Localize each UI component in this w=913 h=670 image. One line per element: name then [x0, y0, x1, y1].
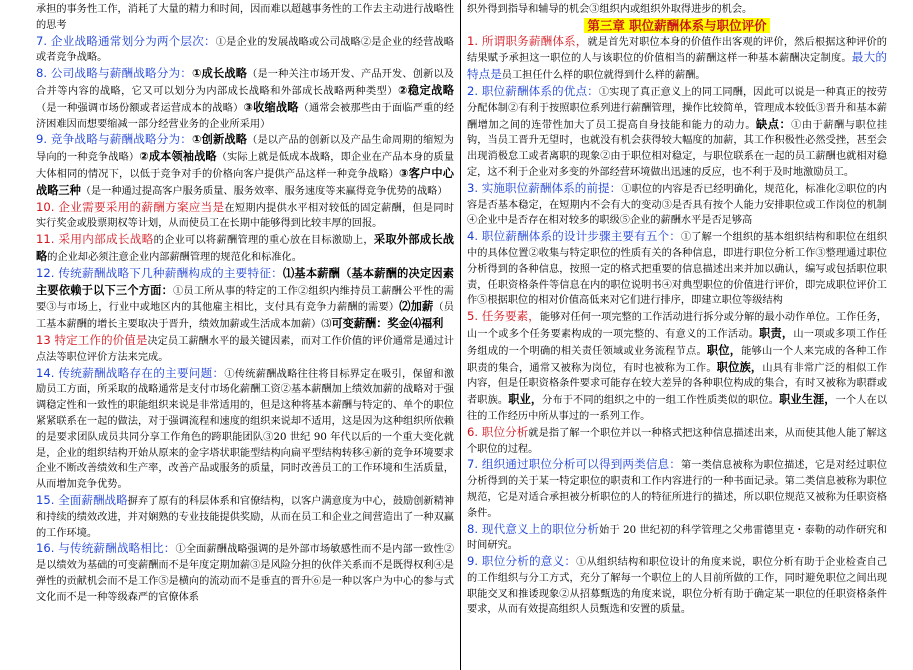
paragraph-r2: 2. 职位薪酬体系的优点：①实现了真正意义上的同工同酬，因此可以说是一种真正的按劳分配体制②有利于按照职位系列进行薪酬管理，操作比较简单，管理成本较低③晋升和基本薪酬增加之间的连带性加大了员工提高自身技能和能力的动力。缺点：①由于薪酬与职位挂钩，当员工晋升无望时，也就没有机会获得较大幅度的加薪，其工作积极性必然受挫，甚至会出现消极怠工或者离职的现象②由于职位相对稳定，与职位联系在一起的员工薪酬也就相对稳定，这不利于企业对多变的外部经营环境做出迅速的反应，也不利于及时地激励员工。	[467, 83, 887, 178]
paragraph-7: 7. 企业战略通常划分为两个层次：①是企业的发展战略或公司战略②是企业的经营战略或者竞争战略。	[36, 33, 454, 64]
heading-r5: 5. 任务要素，	[467, 309, 540, 324]
heading-14: 14. 传统薪酬战略存在的主要问题：	[36, 365, 225, 380]
heading-r8: 8. 现代意义上的职位分析	[467, 521, 600, 536]
right-column	[467, 2, 887, 670]
paragraph-r4: 4. 职位薪酬体系的设计步骤主要有五个：①了解一个组织的基本组织结构和职位在组织中的具体位置②收集与特定职位的性质有关的各种信息，即进行职位分析工作③整理通过职位分析得到的各种信息，按照一定的格式把重要的信息描述出来并加以确认，编写或包括职位职责，任职资格条件等信息在内的职位说明书④对典型职位的价值进行评价，即完成职位评价工作⑤根据职位的相对价值高低来对它们进行排序，即建立职位等级结构	[467, 229, 887, 307]
heading-15: 15. 全面薪酬战略	[36, 492, 128, 507]
paragraph-10: 10. 企业需要采用的薪酬方案应当是在短期内提供水平相对较低的固定薪酬，但是同时实行奖金或股票期权等计划，从而使员工在长期中能够得到比较丰厚的回报。	[36, 199, 454, 230]
paragraph-r9: 9. 职位分析的意义：①从组织结构和职位设计的角度来说，职位分析有助于企业检查自己的工作组织与分工方式，充分了解每一个职位上的人目前所做的工作，同时避免职位之间出现职能交叉和推诿现象②从招募甄选的角度来说，职位分析有助于确定某一职位的任职资格条件要求，从而有效提高组织人员甄选和安置的质量。	[467, 554, 887, 616]
paragraph-15: 15. 全面薪酬战略摒弃了原有的科层体系和官僚结构，以客户满意度为中心，鼓励创新精神和持续的绩效改进，并对娴熟的专业技能提供奖励，从而在员工和企业之间营造出了一种双赢的工作环境。	[36, 492, 454, 539]
chapter-title: 第三章 职位薪酬体系与职位评价	[467, 18, 887, 34]
heading-r6: 6. 职位分析	[467, 424, 529, 439]
heading-12: 12. 传统薪酬战略下几种薪酬构成的主要特征：	[36, 265, 283, 280]
heading-13: 13 特定工作的价值是	[36, 332, 148, 347]
heading-10: 10. 企业需要采用的薪酬方案应当是	[36, 199, 225, 214]
paragraph-8: 8. 公司战略与薪酬战略分为：①成长战略（是一种关注市场开发、产品开发、创新以及合并等内容的战略，它又可以划分为内部成长战略和外部成长战略两种类型）②稳定战略（是一种强调市场份额或者运营成本的战略）③收缩战略（通常会被那些由于面临严重的经济困难因而想要缩减一部分经营业务的企业所采用）	[36, 66, 454, 130]
paragraph-9: 9. 竞争战略与薪酬战略分为：①创新战略（是以产品的创新以及产品生命周期的缩短为导向的一种竞争战略）②成本领袖战略（实际上就是低成本战略，即企业在产品本身的质量大体相同的情况下，以低于竞争对手的价格向客户提供产品这样一种竞争战略）③客户中心战略三种（是一种通过提高客户服务质量、服务效率、服务速度等来赢得竞争优势的战略）	[36, 132, 454, 197]
paragraph-r3: 3. 实施职位薪酬体系的前提：①职位的内容是否已经明确化，规范化，标准化②职位的内容是否基本稳定，在短期内不会有大的变动③是否具有按个人能力安排职位或工作岗位的机制④企业中是否存在相对较多的职级⑤企业的薪酬水平是否足够高	[467, 180, 887, 227]
paragraph-r7: 7. 组织通过职位分析可以得到两类信息：第一类信息被称为职位描述，它是对经过职位分析得到的关于某一特定职位的职责和工作内容进行的一种书面记录。第二类信息被称为职位规范，它是对适合承担被分析职位的人的特征所进行的描述，所以职位规范又被称为任职资格条件。	[467, 457, 887, 519]
heading-r3: 3. 实施职位薪酬体系的前提：	[467, 180, 622, 195]
paragraph-16: 16. 与传统薪酬战略相比：①全面薪酬战略强调的是外部市场敏感性而不是内部一致性②是以绩效为基础的可变薪酬而不是年度定期加薪③是风险分担的伙伴关系而不是既得权利④是弹性的贡献机会而不是工作⑤是横向的流动而不是垂直的晋升⑥是一种以客户为中心的参与式文化而不是一种等级森严的官僚体系	[36, 541, 454, 603]
heading-9: 9. 竞争战略与薪酬战略分为：	[36, 132, 193, 147]
paragraph-13: 13 特定工作的价值是决定员工薪酬水平的最关键因素，而对工作价值的评价通常是通过计点法等职位评价方法来完成。	[36, 332, 454, 363]
column-divider	[460, 0, 461, 670]
paragraph-continued: 织外得到指导和辅导的机会③组织内或组织外取得进步的机会。	[467, 4, 753, 15]
paragraph-12: 12. 传统薪酬战略下几种薪酬构成的主要特征：⑴基本薪酬（基本薪酬的决定因素主要依赖于以下三个方面：①员工所从事的特定的工作②组织内维持员工薪酬公平性的需要③与市场上，行业中或地区内的其他雇主相比，支付具有竞争力薪酬的需要）⑵加薪（员工基本薪酬的增长主要取决于晋升，绩效加薪或生活成本加薪）⑶可变薪酬：奖金⑷福利	[36, 265, 454, 331]
heading-r2: 2. 职位薪酬体系的优点：	[467, 83, 599, 98]
paragraph-11: 11. 采用内部成长战略的企业可以将薪酬管理的重心放在目标激励上，采取外部成长战略的企业却必须注意企业内部薪酬管理的规范化和标准化。	[36, 232, 454, 263]
heading-r7: 7. 组织通过职位分析可以得到两类信息：	[467, 457, 681, 472]
heading-r1: 1. 所谓职务薪酬体系，	[467, 33, 588, 48]
paragraph-r1: 1. 所谓职务薪酬体系，就是首先对职位本身的价值作出客观的评价，然后根据这种评价的结果赋予承担这一职位的人与该职位的价值相当的薪酬这样一种基本薪酬决定制度。最大的特点是员工担任什么样的职位就得到什么样的薪酬。	[467, 33, 887, 82]
left-column	[36, 2, 454, 670]
paragraph-14: 14. 传统薪酬战略存在的主要问题：①传统薪酬战略往往将目标界定在吸引，保留和激励员工方面，所采取的战略通常是支付市场化薪酬工资②基本薪酬加上绩效加薪的战略对于强调稳定性和一致性的职能组织来说是非常适用的，但是这种将基本薪酬与特定的、单个的职位紧紧联系在一起的做法，对于强调流程和速度的组织来说却不适用，这是因为这种组织所依赖的是要求团队成员共同分享工作角色的跨职能团队③20 世纪 90 年代以后的一个重大变化就是，企业的组织结构开始从原来的金字塔状职能型结构向扁平型结构转移④新的竞争环境要求企业不断改善绩效和生产率，改善产品或服务的质量，同时改善员工的工作环境和生活质量，从而增加竞争优势。	[36, 365, 454, 491]
heading-8: 8. 公司战略与薪酬战略分为：	[36, 66, 193, 81]
paragraph-r5: 5. 任务要素，能够对任何一项完整的工作活动进行拆分或分解的最小动作单位。工作任务，山一个或多个任务要素构成的一项完整的、有意义的工作活动。职责，山一项或多项工作任务组成的一个明确的相关责任领域或业务流程节点。职位，能够山一个人来完成的各种工作职责的集合，通常又被称为岗位，有时也被称为工作。职位族，山具有非常广泛的相似工作内容，但是任职资格条件要求可能存在较大差异的各种职位构成的集合，有时又被称为职群或者职族。职业，分布于不同的组织之中的一组工作性质类似的职位。职业生涯，一个人在以往的工作经历中所从事过的一系列工作。	[467, 309, 887, 422]
heading-r9: 9. 职位分析的意义：	[467, 554, 577, 569]
paragraph-r8: 8. 现代意义上的职位分析始于 20 世纪初的科学管理之父弗雷德里克・泰勒的动作研究和时间研究。	[467, 521, 887, 552]
heading-11: 11. 采用内部成长战略	[36, 232, 154, 247]
heading-r4: 4. 职位薪酬体系的设计步骤主要有五个：	[467, 229, 681, 244]
paragraph-r6: 6. 职位分析就是指了解一个职位并以一种格式把这种信息描述出来，从而使其他人能了解这个职位的过程。	[467, 424, 887, 455]
paragraph-continued: 承担的事务性工作，消耗了大量的精力和时间，因而难以超越事务性的工作去主动进行战略性的思考	[36, 4, 454, 31]
heading-7: 7. 企业战略通常划分为两个层次：	[36, 33, 216, 48]
heading-16: 16. 与传统薪酬战略相比：	[36, 541, 176, 556]
